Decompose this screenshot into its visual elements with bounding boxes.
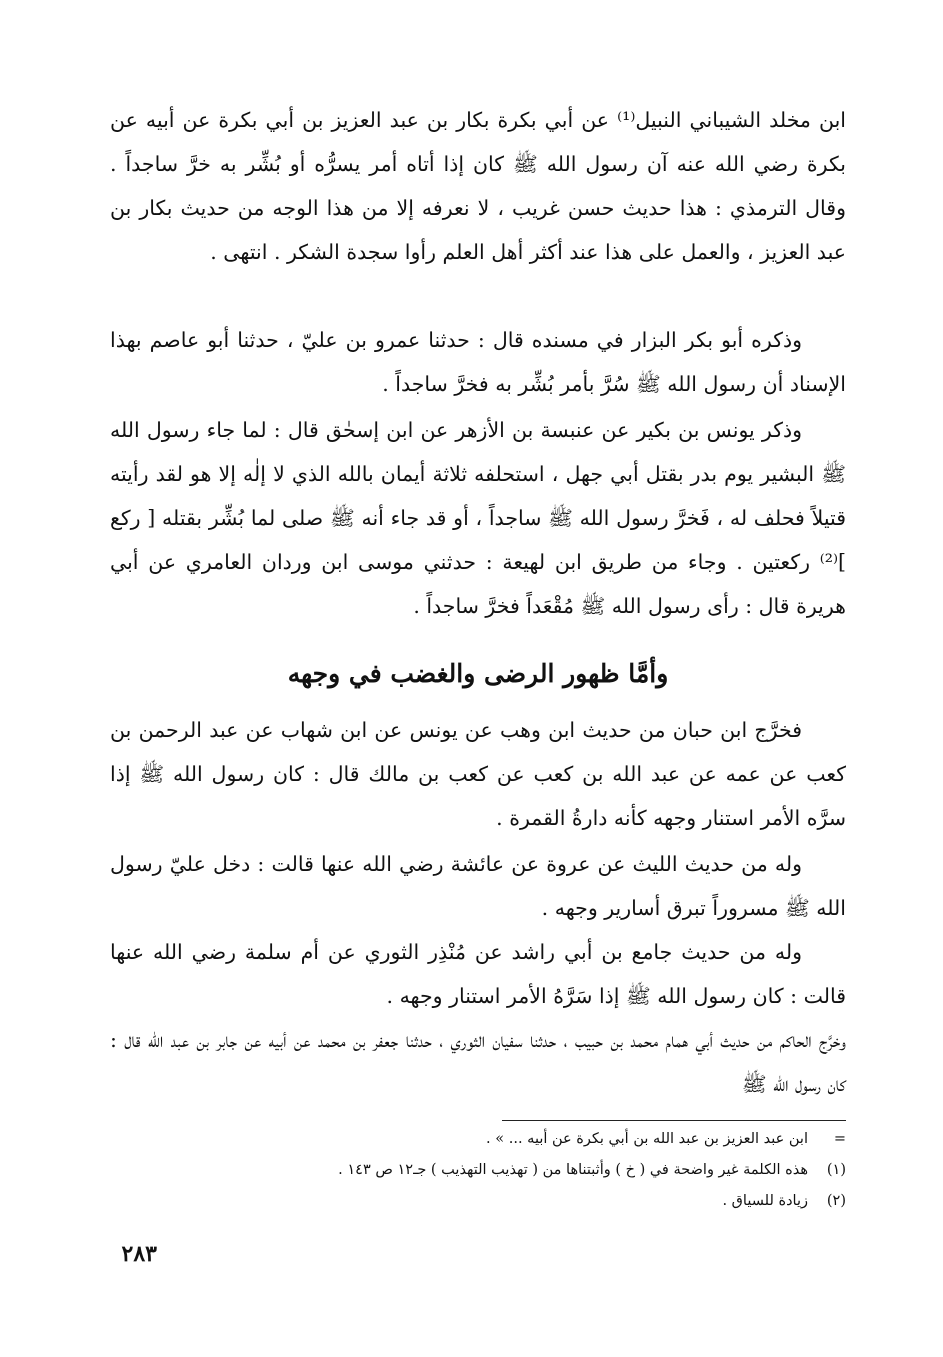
- section-heading: وأمَّا ظهور الرضى والغضب في وجهه: [287, 659, 669, 688]
- footnote-separator: [502, 1120, 846, 1121]
- paragraph-bazzar: وذكره أبو بكر البزار في مسنده قال : حدثنا عمرو بن عليّ ، حدثنا أبو عاصم بهذا الإسناد أن رسول الله ﷺ سُرَّ بأمر بُشِّر به فخرَّ ساجداً .: [110, 328, 846, 396]
- footnote-text: هذه الكلمة غير واضحة في ( خ ) وأثبتناها من ( تهذيب التهذيب ) جـ١٢ ص ١٤٣ .: [338, 1162, 808, 1178]
- page-number: ٢٨٣: [121, 1241, 157, 1267]
- footnote-1: [110, 1155, 846, 1186]
- paragraph-continuation: ابن مخلد الشيباني النبيل⁽¹⁾ عن أبي بكرة بكار بن عبد العزيز بن أبي بكرة عن أبيه عن بكرة رضي الله عنه آن رسول الله ﷺ كان إذا أتاه أمر يسرُّه أو بُشِّر به خرَّ ساجداً . وقال الترمذي : هذا حديث حسن غريب ، لا نعرفه إلا من هذا الوجه من حديث بكار بن عبد العزيز ، والعمل على هذا عند أكثر أهل العلم رأوا سجدة الشكر . انتهى .: [110, 108, 846, 264]
- footnote-text: ابن عبد العزيز بن عبد الله بن أبي بكرة عن أبيه ... » .: [486, 1131, 808, 1147]
- paragraph-yunus: وذكر يونس بن بكير عن عنبسة بن الأزهر عن ابن إسحٰق قال : لما جاء رسول الله ﷺ البشير يوم بدر بقتل أبي جهل ، استحلفه ثلاثة أيمان بالله الذي لا إلٰه إلا هو لقد رأيته قتيلاً فحلف له ، فَخرَّ رسول الله ﷺ ساجداً ، أو قد جاء أنه ﷺ صلى لما بُشِّر بقتله [ ركع ]⁽²⁾ ركعتين . وجاء من طريق ابن لهيعة : حدثني موسى ابن وردان العامري عن أبي هريرة قال : رأى رسول الله ﷺ مُقْعَداً فخرَّ ساجداً .: [110, 418, 846, 618]
- footnote-marker: =: [833, 1131, 846, 1147]
- paragraph-umm-salama: وله من حديث جامع بن أبي راشد عن مُنْذِر الثوري عن أم سلمة رضي الله عنها قالت : كان رسول الله ﷺ إذا سَرَّهُ الأمر استنار وجهه .: [110, 940, 846, 1008]
- footnote-text: زيادة للسياق .: [722, 1193, 808, 1209]
- footnote-marker: (٢): [826, 1193, 846, 1209]
- footnotes: [110, 1124, 846, 1217]
- paragraph-aisha: وله من حديث الليث عن عروة عن عائشة رضي الله عنها قالت : دخل عليّ رسول الله ﷺ مسروراً تبرق أسارير وجهه .: [110, 852, 846, 920]
- footnote-marker: (١): [826, 1162, 846, 1178]
- footnote-continuation: [110, 1124, 846, 1155]
- paragraph-ibn-hibban: فخرَّج ابن حبان من حديث ابن وهب عن يونس عن ابن شهاب عن عبد الرحمن بن كعب عن عمه عن عبد الله بن كعب عن كعب بن مالك قال : كان رسول الله ﷺ إذا سرَّه الأمر استنار وجهه كأنه دارةُ القمرة .: [110, 718, 846, 830]
- paragraph-hakim: وخرَّج الحاكم من حديث أبي همام محمد بن حبيب ، حدثنا سفيان الثوري ، حدثنا جعفر بن محمد عن أبيه عن جابر بن عبد الله قال : كان رسول الله ﷺ: [110, 1028, 846, 1096]
- footnote-2: [110, 1186, 846, 1217]
